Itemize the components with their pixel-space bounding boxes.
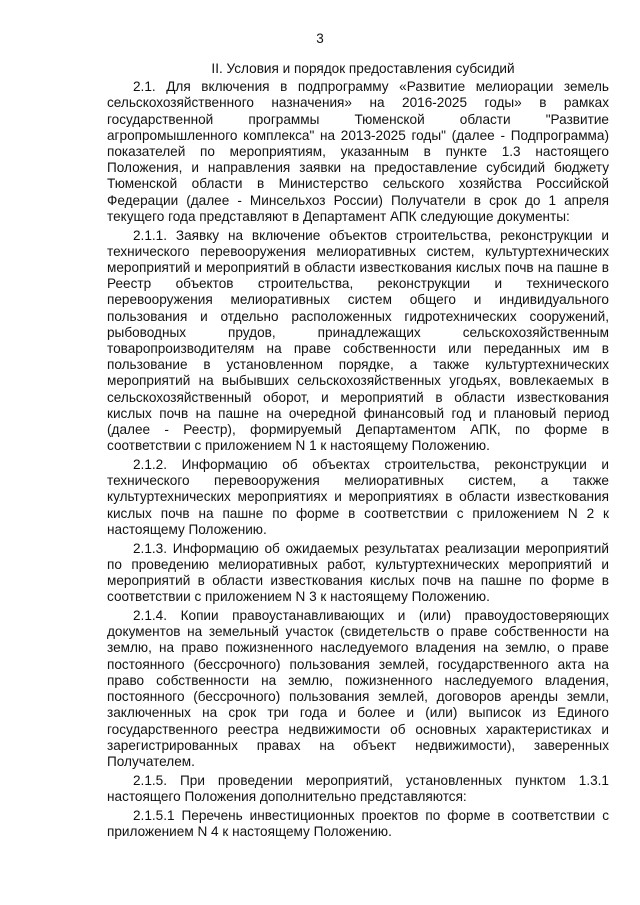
paragraph-2-1-5-1: 2.1.5.1 Перечень инвестиционных проектов по форме в соответствии с приложением N 4 к настоящему Положению.	[107, 807, 609, 839]
paragraph-2-1-3: 2.1.3. Информацию об ожидаемых результатах реализации мероприятий по проведению мелиоративных работ, культуртехнических мероприятий и мероприятий в области известкования кислых почв на пашне по форме в соответствии с приложением N 3 к настоящему Положению.	[107, 540, 609, 605]
document-body	[107, 61, 609, 843]
paragraph-2-1: 2.1. Для включения в подпрограмму «Развитие мелиорации земель сельскохозяйственного назначения» на 2016-2025 годы» в рамках государственной программы Тюменской области "Развитие агропромышленного комплекса" на 2013-2025 годы" (далее - Подпрограмма) показателей по мероприятиям, указанным в пункте 1.3 настоящего Положения, и направления заявки на предоставление субсидий бюджету Тюменской области в Министерство сельского хозяйства Российской Федерации (далее - Минсельхоз России) Получатели в срок до 1 апреля текущего года представляют в Департамент АПК следующие документы:	[107, 79, 609, 224]
paragraph-2-1-2: 2.1.2. Информацию об объектах строительства, реконструкции и технического перевооружения мелиоративных систем, а также культуртехнических мероприятиях и мероприятиях в области известкования кислых почв на пашне по форме в соответствии с приложением N 2 к настоящему Положению.	[107, 457, 609, 537]
paragraph-2-1-4: 2.1.4. Копии правоустанавливающих и (или) правоудостоверяющих документов на земельный участок (свидетельств о праве собственности на землю, на право пожизненного наследуемого владения на землю, о праве постоянного (бессрочного) пользования землей, государственного акта на право собственности на землю, пожизненного наследуемого владения, постоянного (бессрочного) пользования землей, договоров аренды земли, заключенных на срок три года и более и (или) выписок из Единого государственного реестра недвижимости об основных характеристиках и зарегистрированных правах на объект недвижимости), заверенных Получателем.	[107, 608, 609, 769]
paragraph-2-1-5: 2.1.5. При проведении мероприятий, установленных пунктом 1.3.1 настоящего Положения дополнительно представляются:	[107, 772, 609, 804]
page-number: 3	[316, 31, 324, 46]
paragraph-2-1-1: 2.1.1. Заявку на включение объектов строительства, реконструкции и технического перевооружения мелиоративных систем, культуртехнических мероприятий и мероприятий в области известкования кислых почв на пашне в Реестр объектов строительства, реконструкции и технического перевооружения мелиоративных систем общего и индивидуального пользования и отдельно расположенных гидротехнических сооружений, рыбоводных прудов, принадлежащих сельскохозяйственным товаропроизводителям на праве собственности или переданных им в пользование в установленном порядке, а также культуртехнических мероприятий на выбывших сельскохозяйственных угодьях, вовлекаемых в сельскохозяйственный оборот, и мероприятий в области известкования кислых почв на пашне на очередной финансовый год и плановый период (далее - Реестр), формируемый Департаментом АПК, по форме в соответствии с приложением N 1 к настоящему Положению.	[107, 227, 609, 454]
section-title: II. Условия и порядок предоставления субсидий	[211, 61, 515, 76]
